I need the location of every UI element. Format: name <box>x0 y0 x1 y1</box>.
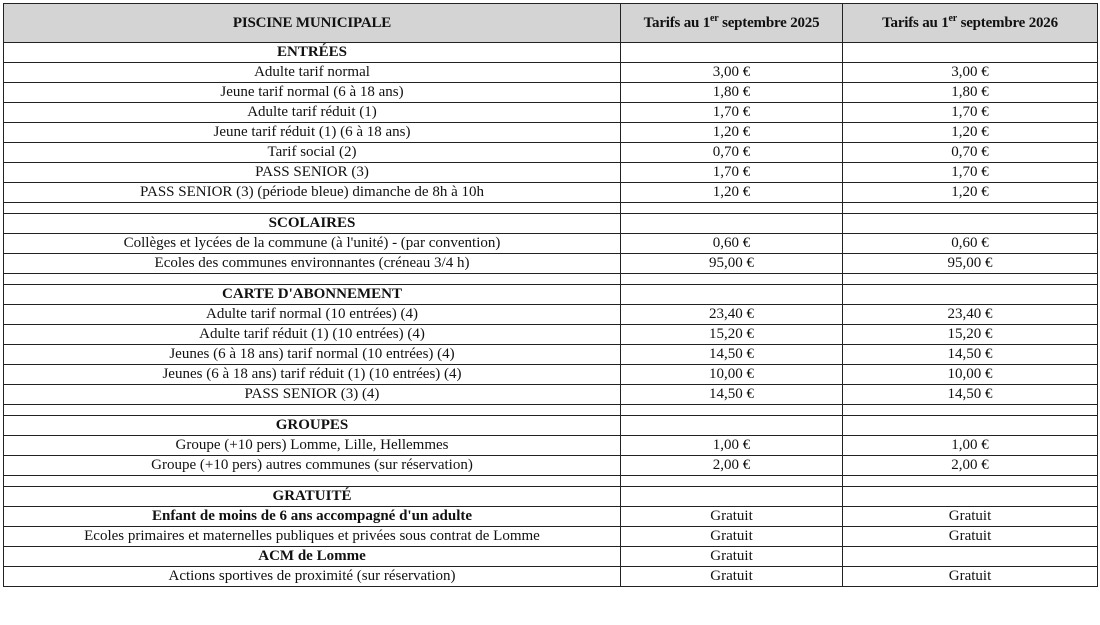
price-2025: 3,00 € <box>621 63 843 83</box>
price-2026 <box>843 43 1098 63</box>
row-label: PASS SENIOR (3) (4) <box>4 385 621 405</box>
price-2025 <box>621 274 843 285</box>
section-header-row <box>4 416 1098 436</box>
price-2026 <box>843 214 1098 234</box>
row-label: Ecoles primaires et maternelles publiques et privées sous contrat de Lomme <box>4 527 621 547</box>
table-body <box>4 43 1098 587</box>
row-label <box>4 274 621 285</box>
section-header-row <box>4 487 1098 507</box>
price-2026: 1,20 € <box>843 123 1098 143</box>
price-2026: 3,00 € <box>843 63 1098 83</box>
table-row <box>4 183 1098 203</box>
table-row <box>4 83 1098 103</box>
price-2026 <box>843 285 1098 305</box>
header-tarifs-2025: Tarifs au 1er septembre 2025 <box>621 4 843 43</box>
spacer-row <box>4 405 1098 416</box>
table-header <box>4 4 1098 43</box>
price-2025: Gratuit <box>621 547 843 567</box>
price-2025 <box>621 203 843 214</box>
price-2025: 1,20 € <box>621 183 843 203</box>
row-label: Ecoles des communes environnantes (créneau 3/4 h) <box>4 254 621 274</box>
price-2026: 14,50 € <box>843 385 1098 405</box>
price-2026: Gratuit <box>843 507 1098 527</box>
price-2026: 0,60 € <box>843 234 1098 254</box>
table-row <box>4 163 1098 183</box>
table-row <box>4 345 1098 365</box>
section-header-row <box>4 285 1098 305</box>
row-label: ENTRÉES <box>4 43 621 63</box>
row-label: PASS SENIOR (3) <box>4 163 621 183</box>
price-2026: 15,20 € <box>843 325 1098 345</box>
price-2026 <box>843 405 1098 416</box>
table-row <box>4 254 1098 274</box>
price-2025: 1,00 € <box>621 436 843 456</box>
price-2026: 1,70 € <box>843 163 1098 183</box>
row-label <box>4 405 621 416</box>
price-2026 <box>843 274 1098 285</box>
row-label: Tarif social (2) <box>4 143 621 163</box>
price-2025 <box>621 487 843 507</box>
row-label: Adulte tarif réduit (1) <box>4 103 621 123</box>
price-2025: 23,40 € <box>621 305 843 325</box>
table-row <box>4 365 1098 385</box>
price-2025: 2,00 € <box>621 456 843 476</box>
price-2026 <box>843 487 1098 507</box>
table-row <box>4 103 1098 123</box>
table-row <box>4 507 1098 527</box>
table-row <box>4 234 1098 254</box>
table-row <box>4 527 1098 547</box>
price-2025: Gratuit <box>621 527 843 547</box>
table-row <box>4 325 1098 345</box>
row-label <box>4 203 621 214</box>
price-2025: Gratuit <box>621 507 843 527</box>
price-2026 <box>843 547 1098 567</box>
row-label: Jeunes (6 à 18 ans) tarif normal (10 entrées) (4) <box>4 345 621 365</box>
table-row <box>4 567 1098 587</box>
price-2025: 14,50 € <box>621 345 843 365</box>
header-tarifs-2026: Tarifs au 1er septembre 2026 <box>843 4 1098 43</box>
price-2026 <box>843 416 1098 436</box>
row-label: CARTE D'ABONNEMENT <box>4 285 621 305</box>
row-label: Adulte tarif normal <box>4 63 621 83</box>
price-2026: 10,00 € <box>843 365 1098 385</box>
row-label: ACM de Lomme <box>4 547 621 567</box>
section-header-row <box>4 214 1098 234</box>
row-label: Jeune tarif réduit (1) (6 à 18 ans) <box>4 123 621 143</box>
row-label: Adulte tarif normal (10 entrées) (4) <box>4 305 621 325</box>
table-row <box>4 385 1098 405</box>
row-label: Jeunes (6 à 18 ans) tarif réduit (1) (10 entrées) (4) <box>4 365 621 385</box>
price-2026 <box>843 476 1098 487</box>
price-2025 <box>621 214 843 234</box>
spacer-row <box>4 476 1098 487</box>
table-row <box>4 63 1098 83</box>
price-2025: 10,00 € <box>621 365 843 385</box>
price-2025 <box>621 43 843 63</box>
price-2025: 15,20 € <box>621 325 843 345</box>
price-2026: 23,40 € <box>843 305 1098 325</box>
price-2026 <box>843 203 1098 214</box>
price-2026: 1,20 € <box>843 183 1098 203</box>
table-row <box>4 547 1098 567</box>
row-label <box>4 476 621 487</box>
pricing-table <box>3 3 1098 587</box>
table-row <box>4 305 1098 325</box>
row-label: Enfant de moins de 6 ans accompagné d'un adulte <box>4 507 621 527</box>
row-label: GROUPES <box>4 416 621 436</box>
spacer-row <box>4 274 1098 285</box>
price-2026: 14,50 € <box>843 345 1098 365</box>
price-2026: 1,70 € <box>843 103 1098 123</box>
price-2025: 0,70 € <box>621 143 843 163</box>
table-row <box>4 436 1098 456</box>
row-label: GRATUITÉ <box>4 487 621 507</box>
price-2025: 0,60 € <box>621 234 843 254</box>
price-2026: Gratuit <box>843 527 1098 547</box>
price-2026: Gratuit <box>843 567 1098 587</box>
price-2025: 1,20 € <box>621 123 843 143</box>
price-2025 <box>621 416 843 436</box>
price-2025 <box>621 285 843 305</box>
price-2025: Gratuit <box>621 567 843 587</box>
header-facility-title: PISCINE MUNICIPALE <box>4 4 621 43</box>
table-row <box>4 143 1098 163</box>
table-row <box>4 456 1098 476</box>
table-row <box>4 123 1098 143</box>
header-row <box>4 4 1098 43</box>
row-label: Adulte tarif réduit (1) (10 entrées) (4) <box>4 325 621 345</box>
row-label: Actions sportives de proximité (sur réservation) <box>4 567 621 587</box>
row-label: SCOLAIRES <box>4 214 621 234</box>
row-label: PASS SENIOR (3) (période bleue) dimanche de 8h à 10h <box>4 183 621 203</box>
price-2025: 1,70 € <box>621 103 843 123</box>
price-2026: 0,70 € <box>843 143 1098 163</box>
price-2025: 1,80 € <box>621 83 843 103</box>
price-2026: 1,80 € <box>843 83 1098 103</box>
row-label: Collèges et lycées de la commune (à l'unité) - (par convention) <box>4 234 621 254</box>
section-header-row <box>4 43 1098 63</box>
row-label: Jeune tarif normal (6 à 18 ans) <box>4 83 621 103</box>
spacer-row <box>4 203 1098 214</box>
price-2026: 1,00 € <box>843 436 1098 456</box>
price-2025 <box>621 476 843 487</box>
price-2026: 2,00 € <box>843 456 1098 476</box>
price-2026: 95,00 € <box>843 254 1098 274</box>
row-label: Groupe (+10 pers) Lomme, Lille, Hellemmes <box>4 436 621 456</box>
price-2025 <box>621 405 843 416</box>
price-2025: 95,00 € <box>621 254 843 274</box>
price-2025: 1,70 € <box>621 163 843 183</box>
row-label: Groupe (+10 pers) autres communes (sur réservation) <box>4 456 621 476</box>
price-2025: 14,50 € <box>621 385 843 405</box>
